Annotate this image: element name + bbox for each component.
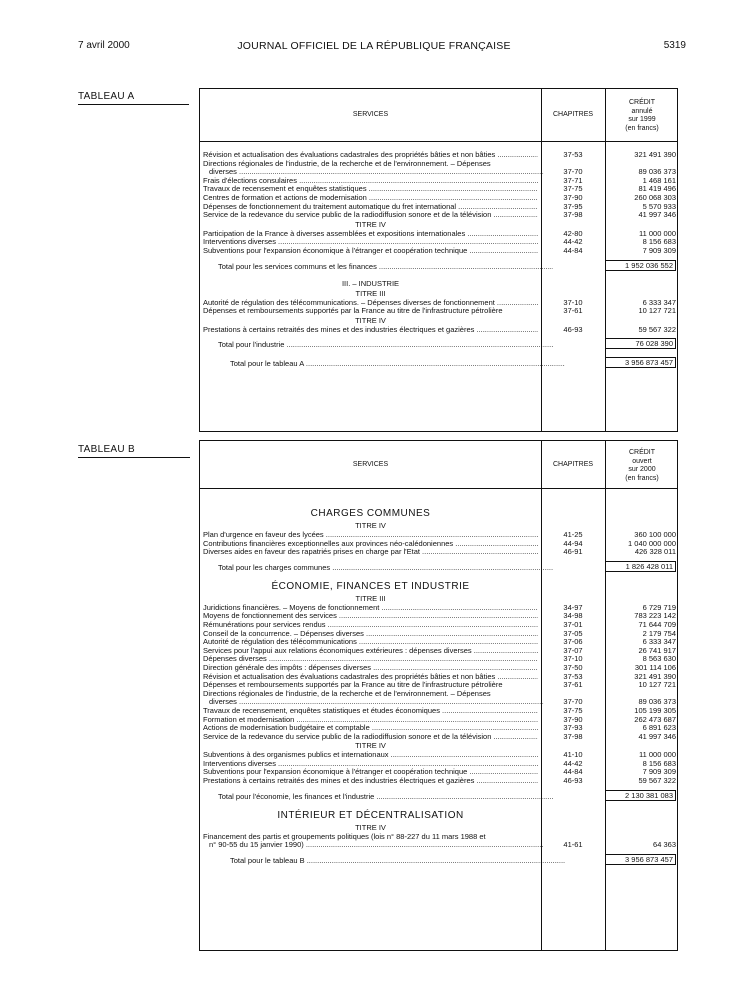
row-description: Autorité de régulation des télécommunications. – Dépenses diverses de fonctionnement ..... xyxy=(203,299,538,308)
row-description: Total pour le tableau B ..... xyxy=(230,855,565,867)
row-credit: 8 156 683 xyxy=(642,758,676,768)
section-heading xyxy=(200,741,677,751)
row-description: Centres de formation et actions de modernisation ..... xyxy=(203,194,538,203)
total-row xyxy=(200,562,677,576)
row-credit: 321 491 390 xyxy=(634,150,676,159)
table-row xyxy=(200,168,677,177)
table-row xyxy=(200,833,677,842)
row-chapitre: 37-93 xyxy=(563,723,583,733)
table-row xyxy=(200,733,677,742)
table-row xyxy=(200,612,677,621)
table-row xyxy=(200,690,677,699)
row-description: Total pour le tableau A ..... xyxy=(230,358,565,370)
table-row xyxy=(200,698,677,707)
table-row xyxy=(200,247,677,256)
table-row xyxy=(200,194,677,203)
total-row xyxy=(200,358,677,372)
table-row xyxy=(200,638,677,647)
table-row xyxy=(200,777,677,786)
row-chapitre: 37-10 xyxy=(563,654,583,664)
row-description: Révision et actualisation des évaluations cadastrales des propriétés bâties et non bâties ..... xyxy=(203,673,538,682)
row-description: Total pour les charges communes ..... xyxy=(218,562,553,574)
row-credit: 6 333 347 xyxy=(642,637,676,647)
row-description: Directions régionales de l'industrie, de la recherche et de l'environnement. – Dépenses xyxy=(203,159,491,168)
row-description: Contributions financières exceptionnelles aux provinces néo-calédoniennes ..... xyxy=(203,540,538,549)
row-description: Travaux de recensement, enquêtes statistiques et études économiques ..... xyxy=(203,707,538,716)
section-heading xyxy=(200,507,677,521)
row-credit: 71 644 709 xyxy=(638,619,676,629)
row-chapitre: 37-90 xyxy=(563,192,583,202)
row-description: Dépenses et remboursements supportés par la France au titre de l'infrastructure pétrolière xyxy=(203,307,503,316)
section-heading xyxy=(200,521,677,531)
row-description: Participation de la France à diverses assemblées et expositions internationales ..... xyxy=(203,230,538,239)
row-description: Subventions à des organismes publics et internationaux ..... xyxy=(203,751,538,760)
section-heading xyxy=(200,289,677,299)
row-description: Prestations à certains retraités des mines et des industries électriques et gazières ..... xyxy=(203,777,538,786)
table-row xyxy=(200,548,677,557)
subsection-title: III. – INDUSTRIE xyxy=(341,278,400,288)
row-credit: 6 333 347 xyxy=(642,297,676,307)
row-chapitre: 34-98 xyxy=(563,611,583,621)
row-description: Service de la redevance du service public de la radiodiffusion sonore et de la télévision ..... xyxy=(203,733,538,742)
section-title: CHARGES COMMUNES xyxy=(310,508,431,519)
section-heading xyxy=(200,580,677,594)
row-description: Services pour l'appui aux relations économiques extérieures : dépenses diverses ..... xyxy=(203,647,538,656)
row-credit: 360 100 000 xyxy=(634,530,676,539)
row-description: Révision et actualisation des évaluations cadastrales des propriétés bâties et non bâties ..... xyxy=(203,151,538,160)
table-row xyxy=(200,630,677,639)
row-chapitre: 37-90 xyxy=(563,714,583,724)
row-credit: 26 741 917 xyxy=(638,645,676,655)
subsection-title: TITRE IV xyxy=(355,315,386,325)
table-row xyxy=(200,540,677,549)
subsection-title: TITRE III xyxy=(355,288,386,298)
table-row xyxy=(200,307,677,316)
row-description: Service de la redevance du service public de la radiodiffusion sonore et de la télévision ..... xyxy=(203,211,538,220)
section-heading xyxy=(200,594,677,604)
row-description: Total pour l'industrie ..... xyxy=(218,339,553,351)
row-chapitre: 37-98 xyxy=(563,210,583,220)
row-credit: 41 997 346 xyxy=(638,731,676,741)
row-description: Subventions pour l'expansion économique à l'étranger et coopération technique ..... xyxy=(203,768,538,777)
table-a xyxy=(199,88,678,432)
subsection-title: TITRE IV xyxy=(355,219,386,229)
row-description: Diverses aides en faveur des rapatriés prises en charge par l'Etat ..... xyxy=(203,548,538,557)
table-row xyxy=(200,751,677,760)
col-header-credit: CRÉDIT ouvert sur 2000 (en francs) xyxy=(625,449,659,482)
row-credit: 426 328 011 xyxy=(634,547,676,557)
row-description: Total pour les services communs et les finances ..... xyxy=(218,261,553,273)
row-credit: 6 891 623 xyxy=(642,723,676,733)
table-row xyxy=(200,681,677,690)
row-description: n° 90-55 du 15 janvier 1990) ..... xyxy=(209,841,544,850)
row-chapitre: 37-53 xyxy=(563,671,583,681)
row-credit: 262 473 687 xyxy=(634,714,676,724)
row-credit: 321 491 390 xyxy=(634,671,676,681)
row-credit: 41 997 346 xyxy=(638,210,676,220)
row-chapitre: 37-10 xyxy=(563,297,583,307)
total-row xyxy=(200,791,677,805)
table-row xyxy=(200,177,677,186)
row-credit: 3 956 873 457 xyxy=(605,357,676,368)
row-description: Direction générale des impôts : dépenses diverses ..... xyxy=(203,664,538,673)
row-description: Prestations à certains retraités des mines et des industries électriques et gazières ..... xyxy=(203,326,538,335)
table-row xyxy=(200,724,677,733)
row-description: Dépenses et remboursements supportés par la France au titre de l'infrastructure pétrolière xyxy=(203,681,503,690)
row-chapitre: 44-42 xyxy=(563,758,583,768)
row-credit: 89 036 373 xyxy=(638,697,676,707)
row-chapitre: 37-71 xyxy=(563,175,583,185)
table-a-body xyxy=(200,142,677,372)
row-description: Dépenses diverses ..... xyxy=(203,655,538,664)
row-credit: 8 156 683 xyxy=(642,237,676,247)
row-credit: 6 729 719 xyxy=(642,602,676,612)
row-credit: 7 909 309 xyxy=(642,767,676,777)
row-chapitre: 37-06 xyxy=(563,637,583,647)
row-chapitre: 44-94 xyxy=(563,538,583,548)
row-credit: 11 000 000 xyxy=(639,228,676,238)
row-description: Frais d'élections consulaires ..... xyxy=(203,177,538,186)
row-chapitre: 37-61 xyxy=(563,680,583,690)
col-header-credit: CRÉDIT annulé sur 1999 (en francs) xyxy=(625,99,659,132)
row-credit: 64 363 xyxy=(653,840,676,850)
row-chapitre: 37-95 xyxy=(563,201,583,211)
row-description: Dépenses de fonctionnement du traitement automatique du fret international ..... xyxy=(203,203,538,212)
row-chapitre: 46-93 xyxy=(563,776,583,786)
row-chapitre: 37-98 xyxy=(563,731,583,741)
subsection-title: TITRE IV xyxy=(355,521,386,530)
row-chapitre: 46-91 xyxy=(563,547,583,557)
row-chapitre: 46-93 xyxy=(563,324,583,334)
row-chapitre: 37-75 xyxy=(563,184,583,194)
section-heading xyxy=(200,279,677,289)
row-credit: 89 036 373 xyxy=(638,167,676,177)
row-credit: 1 826 428 011 xyxy=(605,561,676,572)
row-chapitre: 37-75 xyxy=(563,705,583,715)
table-a-label: TABLEAU A xyxy=(78,91,135,102)
row-credit: 301 114 106 xyxy=(634,662,676,672)
row-description: Rémunérations pour services rendus ..... xyxy=(203,621,538,630)
row-chapitre: 37-70 xyxy=(563,167,583,177)
row-chapitre: 41-25 xyxy=(563,530,583,539)
row-chapitre: 37-53 xyxy=(563,150,583,159)
row-credit: 260 068 303 xyxy=(634,192,676,202)
row-description: Moyens de fonctionnement des services ..... xyxy=(203,612,538,621)
row-chapitre: 44-84 xyxy=(563,245,583,255)
row-credit: 10 127 721 xyxy=(638,306,676,316)
section-heading xyxy=(200,809,677,823)
table-b-label: TABLEAU B xyxy=(78,444,135,455)
table-row xyxy=(200,604,677,613)
row-chapitre: 37-61 xyxy=(563,306,583,316)
table-row xyxy=(200,299,677,308)
row-chapitre: 37-07 xyxy=(563,645,583,655)
table-row xyxy=(200,716,677,725)
total-row xyxy=(200,339,677,353)
row-credit: 81 419 496 xyxy=(638,184,676,194)
row-credit: 76 028 390 xyxy=(605,338,676,349)
row-description: Directions régionales de l'industrie, de la recherche et de l'environnement. – Dépenses xyxy=(203,689,491,698)
col-header-chapitres: CHAPITRES xyxy=(552,461,594,468)
row-description: Interventions diverses ..... xyxy=(203,760,538,769)
table-row xyxy=(200,230,677,239)
row-description: Subventions pour l'expansion économique à l'étranger et coopération technique ..... xyxy=(203,247,538,256)
subsection-title: TITRE IV xyxy=(355,741,386,751)
row-chapitre: 41-10 xyxy=(563,750,583,760)
row-description: diverses ..... xyxy=(209,698,544,707)
table-row xyxy=(200,707,677,716)
table-row xyxy=(200,673,677,682)
table-row xyxy=(200,647,677,656)
row-credit: 8 563 630 xyxy=(642,654,676,664)
row-chapitre: 44-42 xyxy=(563,237,583,247)
row-credit: 2 179 754 xyxy=(642,628,676,638)
section-heading xyxy=(200,823,677,833)
table-row xyxy=(200,326,677,335)
row-credit: 10 127 721 xyxy=(638,680,676,690)
col-header-services: SERVICES xyxy=(352,111,389,118)
row-credit: 783 223 142 xyxy=(634,611,676,621)
row-chapitre: 41-61 xyxy=(563,840,583,850)
row-credit: 105 199 305 xyxy=(634,705,676,715)
row-credit: 1 040 000 000 xyxy=(628,538,676,548)
table-row xyxy=(200,621,677,630)
table-row xyxy=(200,211,677,220)
table-b xyxy=(199,440,678,951)
table-row xyxy=(200,151,677,160)
row-description: Formation et modernisation ..... xyxy=(203,716,538,725)
total-row xyxy=(200,855,677,869)
row-description: Plan d'urgence en faveur des lycées ..... xyxy=(203,531,538,540)
table-row xyxy=(200,160,677,169)
subsection-title: TITRE III xyxy=(355,593,386,603)
header-date: 7 avril 2000 xyxy=(78,40,130,51)
row-chapitre: 42-80 xyxy=(563,228,583,238)
table-row xyxy=(200,531,677,540)
table-b-body xyxy=(200,489,677,869)
row-chapitre: 37-50 xyxy=(563,662,583,672)
row-description: Interventions diverses ..... xyxy=(203,238,538,247)
table-row xyxy=(200,238,677,247)
table-row xyxy=(200,203,677,212)
section-heading xyxy=(200,316,677,326)
row-credit: 11 000 000 xyxy=(639,750,676,760)
row-credit: 3 956 873 457 xyxy=(605,854,676,865)
row-description: Financement des partis et groupements politiques (lois n° 88-227 du 11 mars 1988 et xyxy=(203,832,486,841)
table-row xyxy=(200,655,677,664)
col-header-services: SERVICES xyxy=(352,461,389,468)
row-credit: 1 468 161 xyxy=(642,175,676,185)
row-description: Travaux de recensement et enquêtes statistiques ..... xyxy=(203,185,538,194)
row-description: Autorité de régulation des télécommunications ..... xyxy=(203,638,538,647)
row-credit: 59 567 322 xyxy=(638,324,676,334)
table-row xyxy=(200,664,677,673)
total-row xyxy=(200,261,677,275)
header-page-number: 5319 xyxy=(663,40,686,51)
row-chapitre: 37-05 xyxy=(563,628,583,638)
table-row xyxy=(200,185,677,194)
header-title: JOURNAL OFFICIEL DE LA RÉPUBLIQUE FRANÇAISE xyxy=(237,40,511,52)
section-heading xyxy=(200,220,677,230)
section-title: INTÉRIEUR ET DÉCENTRALISATION xyxy=(277,809,464,821)
row-chapitre: 37-01 xyxy=(563,619,583,629)
row-chapitre: 44-84 xyxy=(563,767,583,777)
row-description: Actions de modernisation budgétaire et comptable ..... xyxy=(203,724,538,733)
row-description: Total pour l'économie, les finances et l'industrie ..... xyxy=(218,791,553,803)
row-description: Juridictions financières. – Moyens de fonctionnement ..... xyxy=(203,604,538,613)
table-row xyxy=(200,760,677,769)
row-description: diverses ..... xyxy=(209,168,544,177)
row-credit: 7 909 309 xyxy=(642,245,676,255)
row-credit: 59 567 322 xyxy=(638,776,676,786)
row-chapitre: 34-97 xyxy=(563,602,583,612)
subsection-title: TITRE IV xyxy=(355,822,386,832)
row-description: Conseil de la concurrence. – Dépenses diverses ..... xyxy=(203,630,538,639)
row-credit: 2 130 381 083 xyxy=(605,790,676,801)
col-header-chapitres: CHAPITRES xyxy=(552,111,594,118)
table-row xyxy=(200,768,677,777)
row-credit: 1 952 036 552 xyxy=(605,260,676,271)
row-credit: 5 570 933 xyxy=(642,201,676,211)
section-title: ÉCONOMIE, FINANCES ET INDUSTRIE xyxy=(271,580,470,592)
table-row xyxy=(200,841,677,850)
row-chapitre: 37-70 xyxy=(563,697,583,707)
